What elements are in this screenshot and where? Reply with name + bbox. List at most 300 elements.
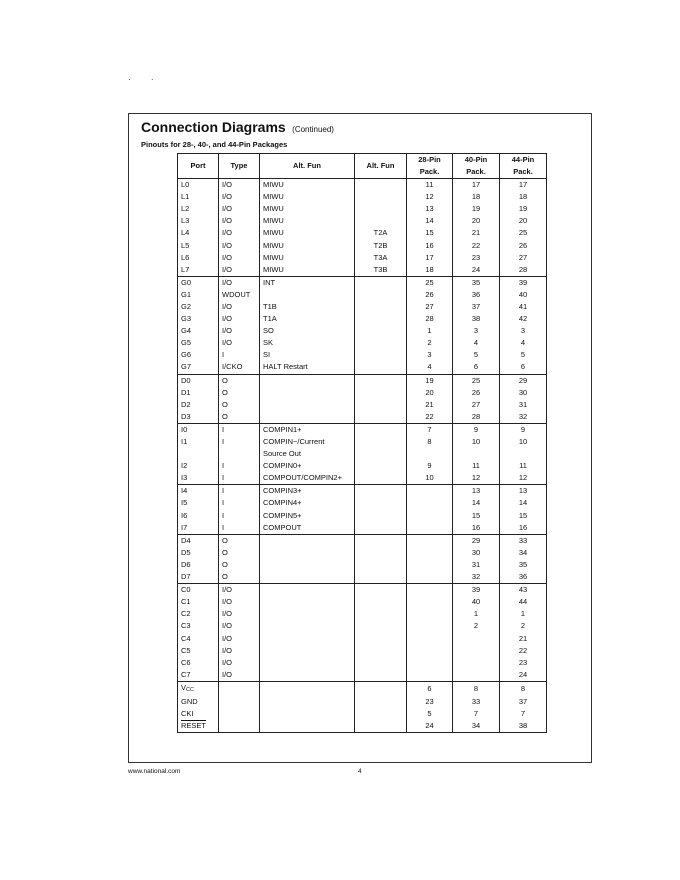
cell-alt-fun-1: SO	[260, 325, 355, 337]
cell-alt-fun-2	[355, 696, 407, 708]
cell-pin40: 35	[453, 276, 500, 289]
cell-type: I/O	[219, 203, 260, 215]
pinout-table	[177, 153, 547, 733]
cell-pin40: 28	[453, 411, 500, 424]
cell-alt-fun-2	[355, 436, 407, 448]
table-row	[178, 436, 547, 448]
cell-pin28: 26	[407, 289, 453, 301]
cell-pin44: 2	[500, 620, 547, 632]
cell-pin40: 2	[453, 620, 500, 632]
cell-type: I/O	[219, 645, 260, 657]
cell-alt-fun-1	[260, 571, 355, 584]
col-44pin: 44-Pin Pack.	[500, 154, 547, 179]
cell-pin28: 5	[407, 708, 453, 720]
cell-alt-fun-1: MIWU	[260, 203, 355, 215]
cell-pin44: 33	[500, 534, 547, 547]
cell-pin28	[407, 547, 453, 559]
cell-type: I	[219, 460, 260, 472]
cell-type: I	[219, 522, 260, 535]
cell-port: L2	[178, 203, 219, 215]
cell-pin40: 8	[453, 681, 500, 696]
table-row	[178, 497, 547, 509]
cell-pin28	[407, 632, 453, 644]
cell-pin44: 13	[500, 485, 547, 498]
table-row	[178, 313, 547, 325]
cell-type: I/O	[219, 313, 260, 325]
cell-alt-fun-2	[355, 203, 407, 215]
cell-pin28: 20	[407, 387, 453, 399]
cell-alt-fun-1: MIWU	[260, 252, 355, 264]
cell-pin40: 25	[453, 374, 500, 387]
cell-pin28: 11	[407, 179, 453, 192]
cell-pin44: 39	[500, 276, 547, 289]
cell-port: G4	[178, 325, 219, 337]
cell-pin44: 9	[500, 423, 547, 436]
cell-type: I/O	[219, 620, 260, 632]
cell-pin40: 7	[453, 708, 500, 720]
cell-alt-fun-1	[260, 608, 355, 620]
cell-type: O	[219, 534, 260, 547]
cell-pin44: 7	[500, 708, 547, 720]
title-continued: (Continued)	[292, 125, 334, 134]
cell-port: L5	[178, 239, 219, 251]
cell-pin28	[407, 559, 453, 571]
cell-alt-fun-2	[355, 669, 407, 682]
cell-pin44: 3	[500, 325, 547, 337]
cell-type: I/O	[219, 191, 260, 203]
cell-pin40: 17	[453, 179, 500, 192]
cell-pin40: 6	[453, 361, 500, 374]
cell-port: D0	[178, 374, 219, 387]
table-row	[178, 460, 547, 472]
cell-pin44: 5	[500, 349, 547, 361]
cell-type: I/O	[219, 252, 260, 264]
cell-alt-fun-1: MIWU	[260, 264, 355, 277]
cell-pin44: 26	[500, 239, 547, 251]
table-body	[178, 179, 547, 733]
cell-pin40: 14	[453, 497, 500, 509]
cell-alt-fun-1	[260, 559, 355, 571]
cell-alt-fun-1	[260, 547, 355, 559]
cell-pin28: 12	[407, 191, 453, 203]
cell-pin40: 3	[453, 325, 500, 337]
cell-pin28	[407, 522, 453, 535]
col-40pin: 40-Pin Pack.	[453, 154, 500, 179]
cell-pin28	[407, 485, 453, 498]
cell-pin28	[407, 497, 453, 509]
table-row	[178, 596, 547, 608]
cell-alt-fun-1: MIWU	[260, 215, 355, 227]
cell-port: D6	[178, 559, 219, 571]
cell-alt-fun-2	[355, 423, 407, 436]
cell-pin28: 18	[407, 264, 453, 277]
cell-type	[219, 696, 260, 708]
table-row	[178, 696, 547, 708]
cell-pin44: 27	[500, 252, 547, 264]
cell-type: O	[219, 411, 260, 424]
cell-alt-fun-1	[260, 708, 355, 720]
cell-alt-fun-1	[260, 669, 355, 682]
cell-pin28: 28	[407, 313, 453, 325]
cell-port: C5	[178, 645, 219, 657]
cell-pin28: 14	[407, 215, 453, 227]
cell-pin28: 10	[407, 472, 453, 485]
cell-pin44: 32	[500, 411, 547, 424]
cell-pin40: 34	[453, 720, 500, 733]
cell-pin44: 18	[500, 191, 547, 203]
cell-pin40: 19	[453, 203, 500, 215]
cell-pin28	[407, 534, 453, 547]
cell-alt-fun-1: MIWU	[260, 239, 355, 251]
cell-type: I	[219, 423, 260, 436]
cell-alt-fun-2	[355, 534, 407, 547]
cell-pin28: 19	[407, 374, 453, 387]
cell-pin44: 8	[500, 681, 547, 696]
cell-alt-fun-2	[355, 620, 407, 632]
cell-alt-fun-2	[355, 276, 407, 289]
cell-pin44: 14	[500, 497, 547, 509]
cell-pin44: 42	[500, 313, 547, 325]
cell-pin40: 5	[453, 349, 500, 361]
cell-alt-fun-2	[355, 349, 407, 361]
cell-type: O	[219, 571, 260, 584]
cell-type: I/O	[219, 264, 260, 277]
cell-pin40: 1	[453, 608, 500, 620]
cell-port: G2	[178, 301, 219, 313]
footer-page-number: 4	[358, 768, 362, 775]
cell-alt-fun-2	[355, 361, 407, 374]
cell-pin44: 36	[500, 571, 547, 584]
cell-pin28: 21	[407, 399, 453, 411]
cell-pin40: 15	[453, 510, 500, 522]
cell-alt-fun-1: Source Out	[260, 448, 355, 460]
cell-alt-fun-2	[355, 522, 407, 535]
cell-pin28: 7	[407, 423, 453, 436]
col-port: Port	[178, 154, 219, 179]
cell-alt-fun-1: COMPOUT/COMPIN2+	[260, 472, 355, 485]
cell-pin28: 6	[407, 681, 453, 696]
cell-alt-fun-2	[355, 337, 407, 349]
document-frame	[128, 113, 592, 763]
cell-pin44: 19	[500, 203, 547, 215]
cell-port: G6	[178, 349, 219, 361]
cell-type: I/O	[219, 337, 260, 349]
cell-port: I1	[178, 436, 219, 448]
cell-type: I/O	[219, 657, 260, 669]
cell-port: VCC	[178, 681, 219, 696]
cell-type: WDOUT	[219, 289, 260, 301]
cell-pin40: 20	[453, 215, 500, 227]
cell-alt-fun-1	[260, 720, 355, 733]
cell-alt-fun-2: T2B	[355, 239, 407, 251]
cell-pin40: 18	[453, 191, 500, 203]
cell-alt-fun-1: COMPIN4+	[260, 497, 355, 509]
table-row	[178, 203, 547, 215]
cell-type: I/O	[219, 179, 260, 192]
cell-pin28: 22	[407, 411, 453, 424]
cell-alt-fun-1: MIWU	[260, 179, 355, 192]
cell-pin44: 23	[500, 657, 547, 669]
table-row	[178, 510, 547, 522]
cell-type: I/O	[219, 669, 260, 682]
cell-pin40: 27	[453, 399, 500, 411]
cell-port: L3	[178, 215, 219, 227]
table-row	[178, 472, 547, 485]
cell-type: I/O	[219, 325, 260, 337]
cell-type: I/O	[219, 584, 260, 597]
cell-pin44: 21	[500, 632, 547, 644]
cell-alt-fun-2	[355, 497, 407, 509]
cell-type: I/O	[219, 596, 260, 608]
table-row	[178, 289, 547, 301]
cell-pin44: 43	[500, 584, 547, 597]
table-row	[178, 301, 547, 313]
table-row	[178, 227, 547, 239]
cell-pin44: 4	[500, 337, 547, 349]
table-row	[178, 720, 547, 733]
cell-port: L0	[178, 179, 219, 192]
table-row	[178, 264, 547, 277]
cell-alt-fun-2	[355, 571, 407, 584]
cell-pin44: 34	[500, 547, 547, 559]
cell-port: L6	[178, 252, 219, 264]
cell-pin28: 3	[407, 349, 453, 361]
cell-pin44: 25	[500, 227, 547, 239]
cell-alt-fun-2	[355, 485, 407, 498]
cell-type: I/O	[219, 301, 260, 313]
cell-pin40: 13	[453, 485, 500, 498]
table-row	[178, 620, 547, 632]
cell-pin28	[407, 448, 453, 460]
cell-alt-fun-1	[260, 411, 355, 424]
table-row	[178, 584, 547, 597]
cell-pin44: 10	[500, 436, 547, 448]
cell-pin28: 9	[407, 460, 453, 472]
cell-alt-fun-2	[355, 596, 407, 608]
table-row	[178, 215, 547, 227]
cell-port	[178, 448, 219, 460]
cell-alt-fun-2	[355, 387, 407, 399]
cell-type: I/O	[219, 227, 260, 239]
cell-port: I4	[178, 485, 219, 498]
cell-alt-fun-1	[260, 374, 355, 387]
cell-type: O	[219, 374, 260, 387]
cell-alt-fun-2	[355, 584, 407, 597]
cell-pin44: 6	[500, 361, 547, 374]
vcc-subscript: CC	[186, 686, 194, 693]
table-row	[178, 337, 547, 349]
cell-alt-fun-1	[260, 657, 355, 669]
cell-pin40: 4	[453, 337, 500, 349]
cell-alt-fun-2	[355, 608, 407, 620]
cell-pin28: 16	[407, 239, 453, 251]
cell-port: D7	[178, 571, 219, 584]
cell-pin28: 15	[407, 227, 453, 239]
cell-pin44: 38	[500, 720, 547, 733]
cell-alt-fun-1	[260, 584, 355, 597]
cell-type: O	[219, 559, 260, 571]
cell-type	[219, 708, 260, 720]
footer-website: www.national.com	[128, 768, 181, 775]
cell-alt-fun-2	[355, 510, 407, 522]
cell-pin44: 16	[500, 522, 547, 535]
cell-port: G1	[178, 289, 219, 301]
cell-type: I	[219, 510, 260, 522]
cell-port: C3	[178, 620, 219, 632]
cell-alt-fun-2	[355, 645, 407, 657]
cell-type: I/O	[219, 608, 260, 620]
cell-pin44: 41	[500, 301, 547, 313]
cell-port: I3	[178, 472, 219, 485]
cell-type	[219, 720, 260, 733]
cell-port: GND	[178, 696, 219, 708]
cell-port: RESET	[178, 720, 219, 733]
cell-type: I	[219, 349, 260, 361]
cell-type: I/CKO	[219, 361, 260, 374]
table-row	[178, 179, 547, 192]
cell-type: I	[219, 497, 260, 509]
cell-port: I6	[178, 510, 219, 522]
cell-pin44: 15	[500, 510, 547, 522]
cell-pin28	[407, 645, 453, 657]
cell-pin28: 24	[407, 720, 453, 733]
cell-pin44: 29	[500, 374, 547, 387]
cell-port: C4	[178, 632, 219, 644]
table-row	[178, 485, 547, 498]
cell-pin40: 23	[453, 252, 500, 264]
cell-pin28: 8	[407, 436, 453, 448]
cell-type: I	[219, 436, 260, 448]
cell-pin40: 10	[453, 436, 500, 448]
cell-pin28: 23	[407, 696, 453, 708]
title-main: Connection Diagrams	[141, 119, 286, 135]
cell-pin28: 25	[407, 276, 453, 289]
cell-port: C7	[178, 669, 219, 682]
cell-port: G7	[178, 361, 219, 374]
cell-alt-fun-1: MIWU	[260, 227, 355, 239]
cell-alt-fun-2	[355, 313, 407, 325]
table-header-row	[178, 154, 547, 179]
cell-alt-fun-1	[260, 596, 355, 608]
cell-port: D3	[178, 411, 219, 424]
cell-alt-fun-1: COMPIN1+	[260, 423, 355, 436]
cell-pin44: 1	[500, 608, 547, 620]
cell-alt-fun-1	[260, 620, 355, 632]
cell-pin28	[407, 669, 453, 682]
cell-alt-fun-2	[355, 472, 407, 485]
cell-type: I/O	[219, 215, 260, 227]
cell-alt-fun-1: SI	[260, 349, 355, 361]
cell-port: I2	[178, 460, 219, 472]
cell-alt-fun-1: T1A	[260, 313, 355, 325]
cell-alt-fun-2	[355, 547, 407, 559]
table-row	[178, 191, 547, 203]
cell-pin28: 2	[407, 337, 453, 349]
cell-pin44: 37	[500, 696, 547, 708]
cell-pin44: 11	[500, 460, 547, 472]
cell-alt-fun-1	[260, 387, 355, 399]
cell-type: I/O	[219, 239, 260, 251]
cell-port: C6	[178, 657, 219, 669]
cell-alt-fun-2: T3A	[355, 252, 407, 264]
cell-pin28: 4	[407, 361, 453, 374]
cell-alt-fun-1: INT	[260, 276, 355, 289]
table-row	[178, 411, 547, 424]
cell-type	[219, 448, 260, 460]
cell-alt-fun-2	[355, 708, 407, 720]
cell-alt-fun-2	[355, 179, 407, 192]
cell-alt-fun-2	[355, 681, 407, 696]
col-type: Type	[219, 154, 260, 179]
cell-pin44	[500, 448, 547, 460]
cell-pin40: 32	[453, 571, 500, 584]
cell-port: L7	[178, 264, 219, 277]
table-row	[178, 276, 547, 289]
table-row	[178, 325, 547, 337]
cell-alt-fun-2	[355, 720, 407, 733]
cell-pin28: 1	[407, 325, 453, 337]
cell-pin40: 38	[453, 313, 500, 325]
cell-pin28	[407, 510, 453, 522]
cell-pin28	[407, 608, 453, 620]
table-row	[178, 657, 547, 669]
table-row	[178, 559, 547, 571]
cell-type: O	[219, 387, 260, 399]
cell-pin44: 24	[500, 669, 547, 682]
cell-pin40: 26	[453, 387, 500, 399]
cell-alt-fun-1	[260, 645, 355, 657]
cell-alt-fun-2	[355, 632, 407, 644]
cell-alt-fun-1: T1B	[260, 301, 355, 313]
table-row	[178, 681, 547, 696]
cell-type: I	[219, 472, 260, 485]
cell-pin40	[453, 645, 500, 657]
cell-pin44: 12	[500, 472, 547, 485]
cell-pin40: 11	[453, 460, 500, 472]
cell-pin44: 35	[500, 559, 547, 571]
cell-port: C1	[178, 596, 219, 608]
cell-pin40: 40	[453, 596, 500, 608]
table-row	[178, 632, 547, 644]
cell-alt-fun-1: COMPOUT	[260, 522, 355, 535]
cell-pin28	[407, 596, 453, 608]
cell-pin40: 33	[453, 696, 500, 708]
table-row	[178, 423, 547, 436]
cell-port: G5	[178, 337, 219, 349]
table-subtitle: Pinouts for 28-, 40-, and 44-Pin Packages	[141, 140, 288, 149]
cell-alt-fun-2	[355, 325, 407, 337]
cell-port: C0	[178, 584, 219, 597]
cell-pin40: 37	[453, 301, 500, 313]
cell-pin44: 44	[500, 596, 547, 608]
cell-alt-fun-1	[260, 696, 355, 708]
cell-pin40: 36	[453, 289, 500, 301]
cell-pin28	[407, 571, 453, 584]
col-28pin: 28-Pin Pack.	[407, 154, 453, 179]
corner-marks: · ·	[128, 75, 163, 84]
cell-port: D4	[178, 534, 219, 547]
cell-pin44: 22	[500, 645, 547, 657]
table-row	[178, 522, 547, 535]
cell-pin40	[453, 448, 500, 460]
table-row	[178, 374, 547, 387]
col-alt-fun-2: Alt. Fun	[355, 154, 407, 179]
cell-alt-fun-1	[260, 534, 355, 547]
cell-pin40: 16	[453, 522, 500, 535]
section-title	[141, 119, 334, 137]
cell-alt-fun-2	[355, 399, 407, 411]
cell-alt-fun-1: HALT Restart	[260, 361, 355, 374]
